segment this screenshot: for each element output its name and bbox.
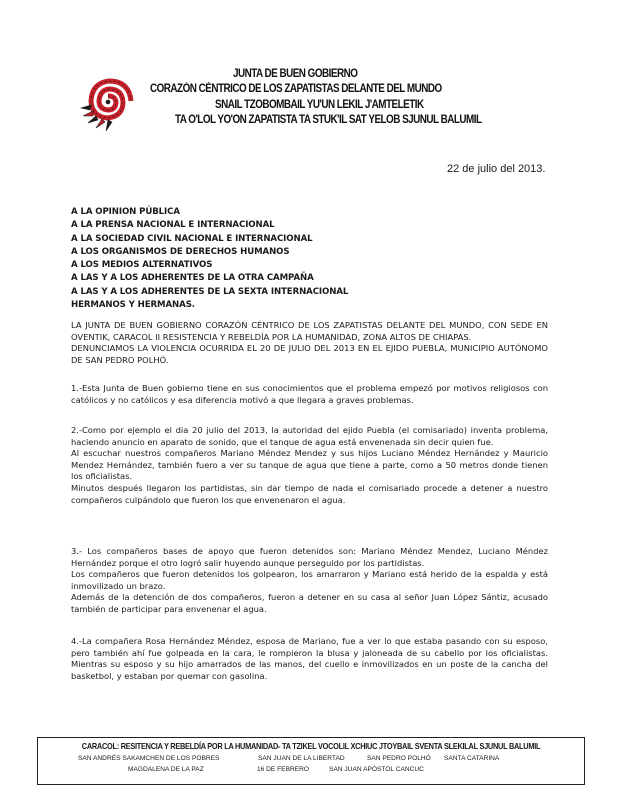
footer-place: SAN JUAN APÓSTOL CANCUC bbox=[329, 766, 424, 773]
header-line-3: SNAIL TZOBOMBAIL YU'UN LEKIL J'AMTELETIK bbox=[215, 99, 424, 111]
footer-title: CARACOL: RESITENCIA Y REBELDÍA POR LA HUMANIDAD- TA TZIKEL VOCOLIL XCHIUC JTOYBAIL SVENTA SLEKILAL SJUNUL BALUMIL bbox=[81, 742, 541, 751]
footer-place: 16 DE FEBRERO bbox=[257, 766, 310, 773]
header-line-1: JUNTA DE BUEN GOBIERNO bbox=[233, 68, 358, 80]
paragraph-text: Minutos después llegaron los partidistas, sin dar tiempo de nada el comisariado procede a detener a nuestro compañeros culpándolo que fueron los que envenenaron el agua. bbox=[71, 482, 548, 505]
paragraph-4 bbox=[71, 636, 548, 682]
paragraph-text: Al escuchar nuestros compañeros Mariano Méndez Mendez y sus hijos Luciano Méndez Hernández y Mauricio Mendez Hernández, también fuero a ver su tanque de agua que tiene a parte, como a 50 metros donde tienen los oficialistas. bbox=[71, 448, 548, 482]
paragraph-text: 2.-Como por ejemplo el dia 20 julio del 2013, la autoridad del ejido Puebla (el comisariado) inventa problema, haciendo anuncio en aparato de sonido, que el tanque de agua está envenenada sin decir quien fue. bbox=[71, 425, 548, 447]
paragraph-text: Además de la detención de dos compañeros, fueron a detener en su casa al señor Juan López Sántiz, acusado también de participar para envenenar el agua. bbox=[71, 592, 548, 614]
footer-box bbox=[37, 737, 585, 785]
paragraph-1 bbox=[71, 383, 548, 406]
letterhead bbox=[0, 65, 624, 135]
footer-place: MAGDALENA DE LA PAZ bbox=[128, 766, 204, 773]
recipient-item: HERMANOS Y HERMANAS. bbox=[71, 300, 195, 311]
intro-line-2: DENUNCIAMOS LA VIOLENCIA OCURRIDA EL 20 DE JULIO DEL 2013 EN EL EJIDO PUEBLA, MUNICIPIO AUTÓNOMO DE SAN PEDRO POLHÓ. bbox=[71, 343, 548, 365]
paragraph-2 bbox=[71, 425, 548, 506]
footer-place: SAN ANDRÉS SAKAMCHEN DE LOS POBRES bbox=[78, 755, 220, 762]
paragraph-text: 4.-La compañera Rosa Hernández Méndez, esposa de Mariano, fue a ver lo que estaba pasando con su esposo, pero también ahí fue golpeada en la cara, le rompieron la blusa y jaloneada de su cabello por los oficialistas. Mientras su esposo y su hijo amarrados de las manos, del cuello e inmovilizados en un poste de la cancha del basketbol, y estaban por quemar con gasolina. bbox=[71, 636, 548, 681]
footer-place: SAN PEDRO POLHÓ bbox=[367, 755, 431, 762]
document-date: 22 de julio del 2013. bbox=[447, 163, 546, 175]
recipient-item: A LA PRENSA NACIONAL E INTERNACIONAL bbox=[71, 220, 275, 231]
recipient-item: A LOS MEDIOS ALTERNATIVOS bbox=[71, 260, 213, 271]
recipient-item: A LAS Y A LOS ADHERENTES DE LA OTRA CAMPAÑA bbox=[71, 273, 314, 284]
paragraph-text: Los compañeros que fueron detenidos los golpearon, los amarraron y Mariano está herido de la espalda y está inmovilizado un brazo. bbox=[71, 569, 548, 591]
recipient-item: A LA SOCIEDAD CIVIL NACIONAL E INTERNACIONAL bbox=[71, 233, 313, 244]
footer-place: SANTA CATARINA bbox=[444, 755, 500, 762]
recipient-list bbox=[71, 206, 348, 312]
intro-line-1: LA JUNTA DE BUEN GOBIERNO CORAZÓN CÉNTRICO DE LOS ZAPATISTAS DELANTE DEL MUNDO, CON SEDE EN OVENTIK, CARACOL II RESISTENCIA Y REBELDÍA POR LA HUMANIDAD, ZONA ALTOS DE CHIAPAS. bbox=[71, 320, 548, 342]
paragraph-text: 3.- Los compañeros bases de apoyo que fueron detenidos son: Mariano Méndez Mendez, Luciano Méndez Hernández porque el otro logró salir huyendo aunque perseguido por los partidistas. bbox=[71, 546, 548, 568]
header-line-4: TA O'LOL YO'ON ZAPATISTA TA STUK'IL SAT YELOB SJUNUL BALUMIL bbox=[175, 114, 482, 126]
footer-places-row bbox=[38, 755, 584, 766]
header-line-2: CORAZÓN CÉNTRICO DE LOS ZAPATISTAS DELANTE DEL MUNDO bbox=[150, 83, 442, 95]
recipient-item: A LA OPINION PÚBLICA bbox=[71, 207, 180, 217]
recipient-item: A LAS Y A LOS ADHERENTES DE LA SEXTA INTERNACIONAL bbox=[71, 286, 349, 297]
paragraph-3 bbox=[71, 546, 548, 616]
paragraph-text: 1.-Esta Junta de Buen gobierno tiene en sus conocimientos que el problema empezó por motivos religiosos con católicos y no católicos y esa diferencia motivó a que llegara a graves problemas. bbox=[71, 383, 548, 405]
footer-place: SAN JUAN DE LA LIBERTAD bbox=[258, 755, 345, 762]
footer-places-row bbox=[38, 766, 584, 777]
recipient-item: A LOS ORGANISMOS DE DERECHOS HUMANOS bbox=[71, 246, 290, 257]
intro-statement bbox=[71, 320, 548, 366]
